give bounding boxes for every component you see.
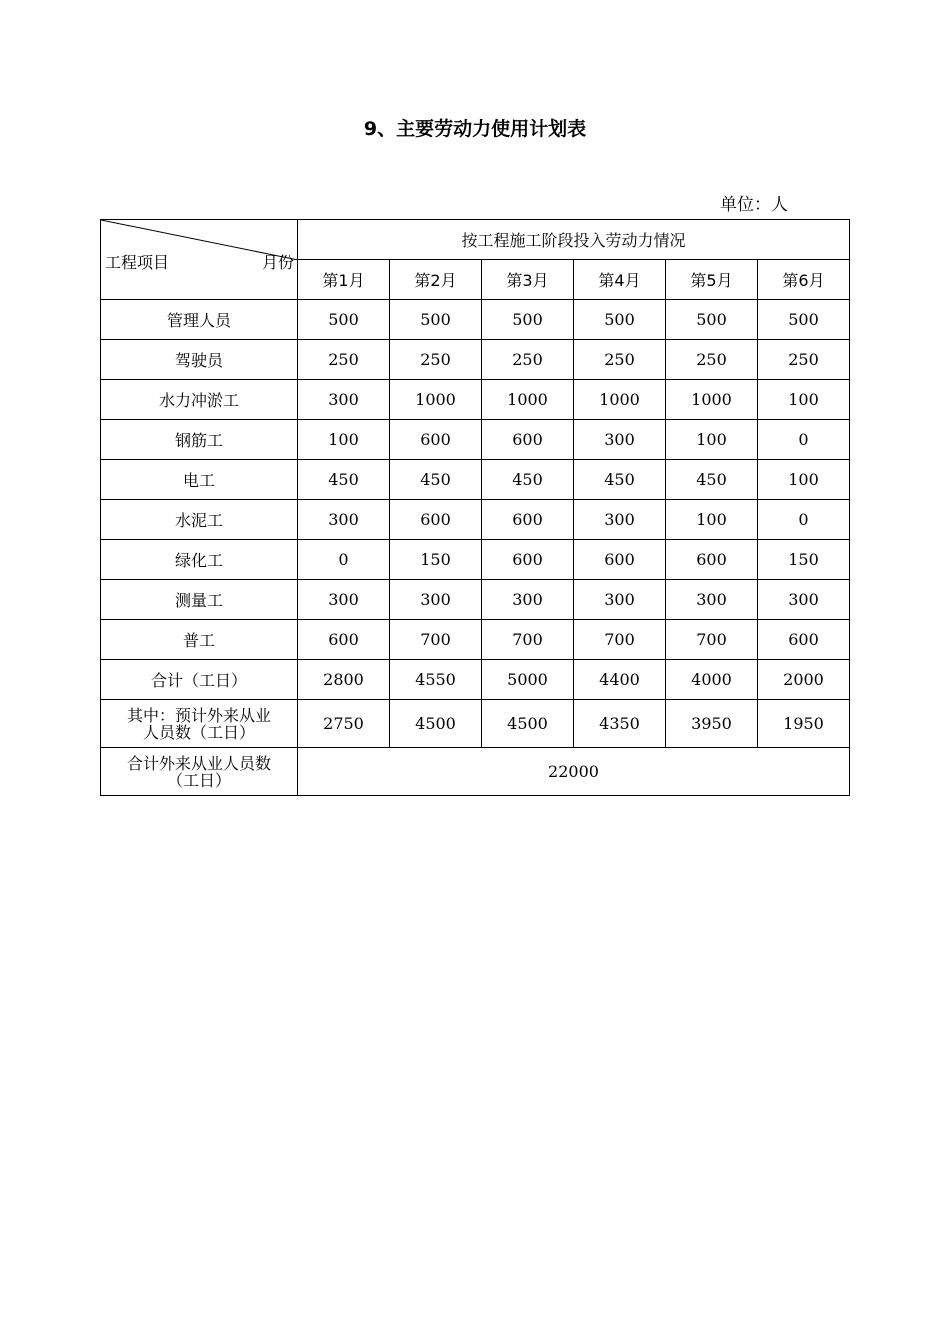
table-row [101, 380, 850, 420]
row-label: 电工 [101, 460, 298, 500]
table-row [101, 580, 850, 620]
cell-value: 300 [758, 580, 850, 620]
project-label: 工程项目 [105, 253, 170, 272]
month-header: 第6月 [758, 260, 850, 300]
cell-value: 4550 [390, 660, 482, 700]
cell-value: 0 [758, 500, 850, 540]
total-row [101, 660, 850, 700]
cell-value: 700 [666, 620, 758, 660]
cell-value: 600 [482, 500, 574, 540]
cell-value: 300 [298, 580, 390, 620]
cell-value: 450 [298, 460, 390, 500]
table-row [101, 300, 850, 340]
cell-value: 300 [482, 580, 574, 620]
cell-value: 450 [666, 460, 758, 500]
cell-value: 250 [298, 340, 390, 380]
table-row [101, 340, 850, 380]
cell-value: 500 [482, 300, 574, 340]
month-header: 第5月 [666, 260, 758, 300]
cell-value: 300 [666, 580, 758, 620]
cell-value: 1950 [758, 700, 850, 748]
row-label: 管理人员 [101, 300, 298, 340]
cell-value: 4000 [666, 660, 758, 700]
cell-value: 1000 [390, 380, 482, 420]
cell-value: 700 [390, 620, 482, 660]
row-label: 水力冲淤工 [101, 380, 298, 420]
cell-value: 500 [666, 300, 758, 340]
row-label [101, 700, 298, 748]
row-label-line2: （工日） [166, 770, 231, 790]
cell-value: 100 [758, 460, 850, 500]
row-label: 钢筋工 [101, 420, 298, 460]
cell-value: 1000 [574, 380, 666, 420]
cell-value: 300 [298, 500, 390, 540]
row-label: 普工 [101, 620, 298, 660]
cell-value: 600 [574, 540, 666, 580]
cell-value: 500 [390, 300, 482, 340]
cell-value: 500 [758, 300, 850, 340]
page-title: 9、主要劳动力使用计划表 [363, 118, 587, 140]
total-external-value: 22000 [298, 748, 850, 796]
cell-value: 300 [574, 420, 666, 460]
cell-value: 4400 [574, 660, 666, 700]
table-row [101, 460, 850, 500]
cell-value: 150 [390, 540, 482, 580]
cell-value: 500 [574, 300, 666, 340]
external-workers-row [101, 700, 850, 748]
month-header: 第4月 [574, 260, 666, 300]
cell-value: 300 [574, 500, 666, 540]
month-label: 月份 [261, 253, 294, 272]
labor-plan-table [100, 219, 850, 796]
cell-value: 150 [758, 540, 850, 580]
cell-value: 100 [298, 420, 390, 460]
cell-value: 5000 [482, 660, 574, 700]
cell-value: 250 [666, 340, 758, 380]
cell-value: 100 [666, 420, 758, 460]
row-label: 绿化工 [101, 540, 298, 580]
cell-value: 250 [758, 340, 850, 380]
cell-value: 4500 [390, 700, 482, 748]
cell-value: 0 [758, 420, 850, 460]
diagonal-header-cell [101, 220, 298, 300]
cell-value: 300 [574, 580, 666, 620]
cell-value: 600 [298, 620, 390, 660]
cell-value: 450 [482, 460, 574, 500]
cell-value: 700 [574, 620, 666, 660]
cell-value: 0 [298, 540, 390, 580]
group-title: 按工程施工阶段投入劳动力情况 [298, 220, 850, 260]
cell-value: 500 [298, 300, 390, 340]
cell-value: 100 [666, 500, 758, 540]
row-label [101, 748, 298, 796]
row-label-line2: 人员数（工日） [142, 722, 255, 742]
row-label-line1: 其中：预计外来从业 [126, 705, 271, 725]
cell-value: 4350 [574, 700, 666, 748]
cell-value: 600 [390, 500, 482, 540]
row-label: 合计（工日） [101, 660, 298, 700]
table-row [101, 500, 850, 540]
cell-value: 600 [666, 540, 758, 580]
cell-value: 300 [298, 380, 390, 420]
row-label: 测量工 [101, 580, 298, 620]
cell-value: 600 [390, 420, 482, 460]
cell-value: 450 [390, 460, 482, 500]
cell-value: 100 [758, 380, 850, 420]
cell-value: 3950 [666, 700, 758, 748]
table-row [101, 540, 850, 580]
cell-value: 4500 [482, 700, 574, 748]
cell-value: 250 [482, 340, 574, 380]
cell-value: 250 [574, 340, 666, 380]
month-header: 第3月 [482, 260, 574, 300]
cell-value: 250 [390, 340, 482, 380]
cell-value: 1000 [482, 380, 574, 420]
row-label-line1: 合计外来从业人员数 [126, 753, 271, 773]
unit-label: 单位：人 [720, 195, 788, 215]
cell-value: 2750 [298, 700, 390, 748]
table-row [101, 420, 850, 460]
cell-value: 600 [482, 540, 574, 580]
cell-value: 600 [758, 620, 850, 660]
cell-value: 1000 [666, 380, 758, 420]
cell-value: 450 [574, 460, 666, 500]
cell-value: 300 [390, 580, 482, 620]
table-row [101, 620, 850, 660]
cell-value: 600 [482, 420, 574, 460]
month-header: 第1月 [298, 260, 390, 300]
row-label: 水泥工 [101, 500, 298, 540]
cell-value: 2800 [298, 660, 390, 700]
cell-value: 2000 [758, 660, 850, 700]
total-external-row [101, 748, 850, 796]
row-label: 驾驶员 [101, 340, 298, 380]
cell-value: 700 [482, 620, 574, 660]
month-header: 第2月 [390, 260, 482, 300]
